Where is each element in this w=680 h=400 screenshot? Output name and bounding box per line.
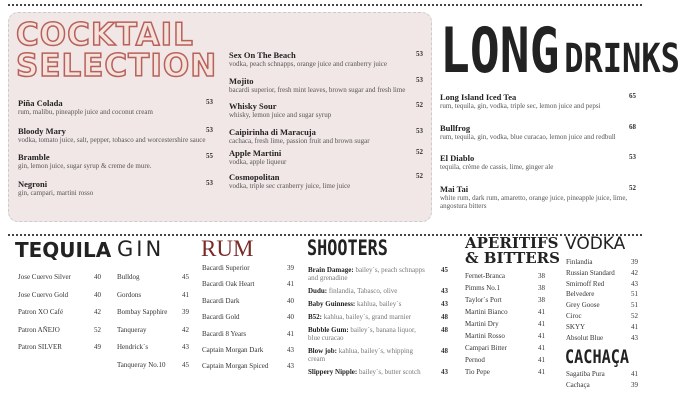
- aperitifs-list: [465, 272, 545, 380]
- item-price: 52: [416, 171, 423, 180]
- row-name: Patron AÑEJO: [18, 325, 60, 334]
- list-row: [18, 273, 101, 291]
- list-row: [566, 381, 638, 392]
- item-name: Bullfrog: [440, 122, 471, 133]
- row-price: 41: [182, 290, 189, 299]
- menu-item: [229, 101, 423, 120]
- menu-item: [18, 126, 213, 145]
- list-row: [465, 296, 545, 308]
- tequila-heading: TEQUILA: [15, 238, 112, 262]
- shooter-name: Baby Guinness:: [308, 300, 356, 308]
- list-row: [566, 323, 638, 334]
- shooter-item: [308, 326, 448, 342]
- cocktail-title: COCKTAIL SELECTION: [16, 17, 218, 84]
- shooter-price: 43: [441, 300, 448, 308]
- item-name: Bramble: [18, 152, 50, 162]
- list-row: [566, 334, 638, 345]
- item-description: vodka, apple liqueur: [229, 158, 287, 166]
- row-name: Finlandia: [566, 258, 593, 266]
- shooter-item: [308, 300, 448, 308]
- tequila-list: [18, 273, 101, 361]
- list-row: [566, 269, 638, 280]
- shooter-name: Bubble Gum:: [308, 326, 349, 334]
- cachaca-list: [566, 370, 638, 392]
- item-description: vodka, peach schnapps, orange juice and cranberry juice: [229, 60, 388, 68]
- list-row: [18, 343, 101, 361]
- item-description: cachaca, fresh lime, passion fruit and brown sugar: [229, 136, 370, 145]
- cocktails-left-column: [18, 98, 213, 203]
- row-price: 38: [538, 272, 545, 280]
- menu-item: [440, 92, 636, 111]
- item-description: gin, campari, martini rosso: [18, 188, 94, 197]
- item-price: 53: [206, 125, 213, 134]
- row-price: 41: [538, 320, 545, 328]
- row-name: Campari Bitter: [465, 344, 507, 352]
- list-row: [202, 362, 294, 378]
- shooter-item: [308, 347, 448, 363]
- list-row: [465, 344, 545, 356]
- row-price: 52: [94, 325, 101, 334]
- shooter-description: kahlua, bailey´s, whipping cream: [308, 347, 413, 363]
- row-name: Patron SILVER: [18, 343, 62, 352]
- row-price: 45: [182, 273, 189, 281]
- item-description: whisky, lemon juice and sugar syrup: [229, 111, 332, 119]
- row-price: 45: [182, 360, 189, 369]
- row-price: 41: [538, 356, 545, 364]
- row-price: 42: [182, 325, 189, 334]
- shooter-price: 45: [441, 266, 448, 274]
- shooter-name: Slippery Nipple:: [308, 368, 358, 376]
- shooter-item: [308, 368, 448, 376]
- list-row: [465, 320, 545, 332]
- shooter-description: bailey´s, banana liquor, blue curacao: [308, 326, 416, 342]
- row-price: 41: [538, 368, 545, 376]
- shooter-name: Blow job:: [308, 347, 337, 355]
- list-row: [202, 280, 294, 296]
- item-name: Mai Tai: [440, 183, 469, 194]
- row-name: Tanqueray: [117, 325, 147, 334]
- row-name: Belvedere: [566, 290, 595, 299]
- shooter-price: 48: [441, 313, 448, 321]
- menu-item: [229, 172, 423, 191]
- row-name: Tio Pepe: [465, 368, 490, 376]
- list-row: [18, 291, 101, 309]
- shooter-description: finlandia, Tabasco, olive: [328, 287, 398, 295]
- item-description: rum, tequila, gin, vodka, blue curacao, lemon juice and redbull: [440, 132, 616, 141]
- list-row: [566, 370, 638, 381]
- menu-item: [440, 153, 636, 172]
- row-price: 42: [94, 308, 101, 317]
- item-name: Whisky Sour: [229, 101, 277, 111]
- rum-heading: RUM: [201, 236, 254, 261]
- item-price: 53: [416, 126, 423, 135]
- row-name: Jose Cuervo Gold: [18, 290, 69, 299]
- row-price: 43: [287, 345, 294, 354]
- shooter-description: kahlua, bailey´s, grand marnier: [323, 313, 412, 321]
- gin-heading: GIN: [117, 237, 165, 261]
- row-price: 43: [287, 362, 294, 371]
- shooter-price: 48: [441, 326, 448, 334]
- aperitifs-heading: APÉRITIFS & BITTERS: [465, 234, 560, 267]
- list-row: [202, 346, 294, 362]
- row-price: 39: [182, 308, 189, 317]
- row-name: Jose Cuervo Silver: [18, 273, 71, 281]
- menu-item: [229, 50, 423, 69]
- row-price: 39: [631, 381, 638, 389]
- row-name: Gordons: [117, 290, 142, 299]
- item-name: Mojito: [229, 75, 254, 86]
- row-price: 51: [631, 290, 638, 299]
- row-name: Bulldog: [117, 273, 140, 281]
- menu-item: [229, 127, 423, 146]
- shooter-item: [308, 287, 448, 295]
- row-price: 40: [287, 313, 294, 322]
- menu-item: [440, 123, 636, 142]
- row-name: Fernet-Branca: [465, 272, 506, 280]
- row-name: Bacardi 8 Years: [202, 329, 247, 338]
- row-name: Martini Bianco: [465, 308, 508, 316]
- row-name: Bacardi Dark: [202, 296, 240, 305]
- menu-item: [18, 152, 213, 171]
- row-name: Russian Standard: [566, 268, 615, 277]
- row-name: Tanqueray No.10: [117, 360, 166, 369]
- shooter-item: [308, 266, 448, 282]
- list-row: [465, 272, 545, 284]
- shooter-name: Dudu:: [308, 287, 328, 295]
- list-row: [566, 258, 638, 269]
- row-name: Hendrick´s: [117, 343, 149, 352]
- list-row: [566, 290, 638, 301]
- shooter-description: bailey´s, peach schnapps and grenadine: [308, 266, 425, 282]
- row-name: Grey Goose: [566, 301, 600, 310]
- row-price: 43: [631, 279, 638, 288]
- menu-item: [440, 184, 636, 211]
- item-price: 53: [206, 178, 213, 187]
- row-name: Pimms No.1: [465, 284, 501, 292]
- row-price: 52: [631, 311, 638, 320]
- row-name: Bombay Sapphire: [117, 308, 168, 317]
- item-description: bacardi superior, fresh mint leaves, brown sugar and fresh lime: [229, 85, 406, 94]
- item-description: rum, tequila, gin, vodka, triple sec, lemon juice and pepsi: [440, 102, 601, 110]
- row-price: 40: [94, 290, 101, 299]
- item-description: gin, lemon juice, sugar syrup & creme de mure.: [18, 162, 152, 170]
- item-price: 65: [629, 92, 636, 100]
- row-name: SKYY: [566, 322, 586, 331]
- row-price: 41: [631, 370, 638, 378]
- row-name: Captain Morgan Dark: [202, 345, 264, 354]
- vodka-heading: VODKA: [565, 234, 626, 254]
- list-row: [117, 361, 189, 379]
- row-price: 41: [287, 329, 294, 338]
- row-price: 38: [538, 296, 545, 304]
- item-price: 52: [629, 183, 636, 192]
- item-price: 68: [629, 122, 636, 131]
- cachaca-heading: CACHAÇA: [565, 346, 630, 368]
- row-price: 49: [94, 343, 101, 352]
- row-name: Taylor´s Port: [465, 296, 502, 304]
- row-name: Bacardi Gold: [202, 313, 240, 322]
- row-name: Sagatiba Pura: [566, 370, 605, 378]
- shooter-description: bailey´s, butter scotch: [358, 368, 421, 376]
- shooter-description: kahlua, bailey´s: [357, 300, 402, 308]
- item-price: 52: [416, 101, 423, 109]
- item-name: Negroni: [18, 178, 48, 189]
- list-row: [117, 308, 189, 326]
- list-row: [465, 284, 545, 296]
- row-name: Pernod: [465, 356, 485, 364]
- vodka-list: [566, 258, 638, 344]
- item-description: rum, malibu, pineapple juice and coconut cream: [18, 108, 153, 116]
- shooter-price: 43: [441, 287, 448, 295]
- row-name: Smirnoff Red: [566, 279, 605, 288]
- list-row: [18, 308, 101, 326]
- list-row: [117, 343, 189, 361]
- row-price: 42: [631, 268, 638, 277]
- item-price: 53: [206, 98, 213, 106]
- list-row: [465, 356, 545, 368]
- list-row: [202, 264, 294, 280]
- list-row: [117, 326, 189, 344]
- row-price: 38: [538, 284, 545, 292]
- rum-list: [202, 264, 294, 379]
- item-description: tequila, crème de cassis, lime, ginger ale: [440, 163, 554, 171]
- list-row: [202, 313, 294, 329]
- row-name: Bacardi Oak Heart: [202, 280, 255, 289]
- cocktails-right-column: [229, 50, 423, 195]
- shooter-name: Brain Damage:: [308, 266, 354, 274]
- shooter-price: 43: [441, 368, 448, 376]
- item-price: 53: [629, 153, 636, 161]
- item-description: vodka, tomato juice, salt, pepper, tobasco and worcestershire sauce: [18, 135, 206, 144]
- long-drinks-title: LONG DRINKS: [440, 14, 680, 87]
- shooter-item: [308, 313, 448, 321]
- list-row: [566, 312, 638, 323]
- item-description: white rum, dark rum, amaretto, orange juice, pineapple juice, lime, angostura bitters: [440, 193, 628, 210]
- item-name: Sex On The Beach: [229, 50, 296, 60]
- row-price: 40: [94, 273, 101, 281]
- row-price: 40: [287, 296, 294, 305]
- list-row: [465, 368, 545, 380]
- list-row: [465, 308, 545, 320]
- row-price: 39: [287, 264, 294, 272]
- item-name: Apple Martini: [229, 148, 282, 158]
- item-name: Caipirinha di Maracuja: [229, 126, 316, 137]
- item-description: vodka, triple sec cranberry juice, lime juice: [229, 181, 351, 190]
- menu-item: [229, 148, 423, 167]
- shooters-list: [308, 266, 448, 381]
- menu-item: [18, 98, 213, 117]
- row-price: 41: [538, 344, 545, 352]
- row-name: Patron XO Café: [18, 308, 64, 317]
- row-price: 41: [631, 322, 638, 331]
- list-row: [117, 273, 189, 291]
- list-row: [18, 326, 101, 344]
- row-price: 39: [631, 258, 638, 266]
- row-price: 41: [287, 280, 294, 289]
- item-name: Cosmopolitan: [229, 171, 280, 182]
- list-row: [117, 291, 189, 309]
- row-price: 43: [182, 343, 189, 352]
- item-name: El Diablo: [440, 153, 475, 163]
- list-row: [202, 297, 294, 313]
- row-price: 41: [538, 308, 545, 316]
- menu-item: [18, 179, 213, 198]
- row-name: Martini Rosso: [465, 332, 505, 340]
- row-name: Bacardi Superior: [202, 264, 250, 272]
- gin-list: [117, 273, 189, 379]
- row-price: 51: [631, 301, 638, 310]
- row-price: 41: [538, 332, 545, 340]
- item-name: Bloody Mary: [18, 125, 66, 136]
- row-name: Martini Dry: [465, 320, 499, 328]
- list-row: [566, 280, 638, 291]
- row-name: Cachaça: [566, 381, 590, 389]
- item-price: 52: [416, 148, 423, 156]
- row-name: Captain Morgan Spiced: [202, 362, 269, 371]
- shooter-name: B52:: [308, 313, 322, 321]
- long-drinks-column: [440, 92, 636, 217]
- top-dotted-divider: [8, 4, 642, 6]
- item-price: 53: [416, 75, 423, 84]
- list-row: [465, 332, 545, 344]
- row-name: Ciroc: [566, 311, 582, 320]
- row-name: Absolut Blue: [566, 333, 604, 342]
- list-row: [566, 301, 638, 312]
- item-price: 53: [416, 50, 423, 58]
- item-price: 55: [206, 152, 213, 160]
- item-name: Piña Colada: [18, 98, 63, 108]
- shooters-heading: SHOOTERS: [307, 236, 388, 260]
- list-row: [202, 330, 294, 346]
- item-name: Long Island Iced Tea: [440, 92, 517, 102]
- row-price: 43: [631, 333, 638, 342]
- shooter-price: 48: [441, 347, 448, 355]
- menu-item: [229, 76, 423, 95]
